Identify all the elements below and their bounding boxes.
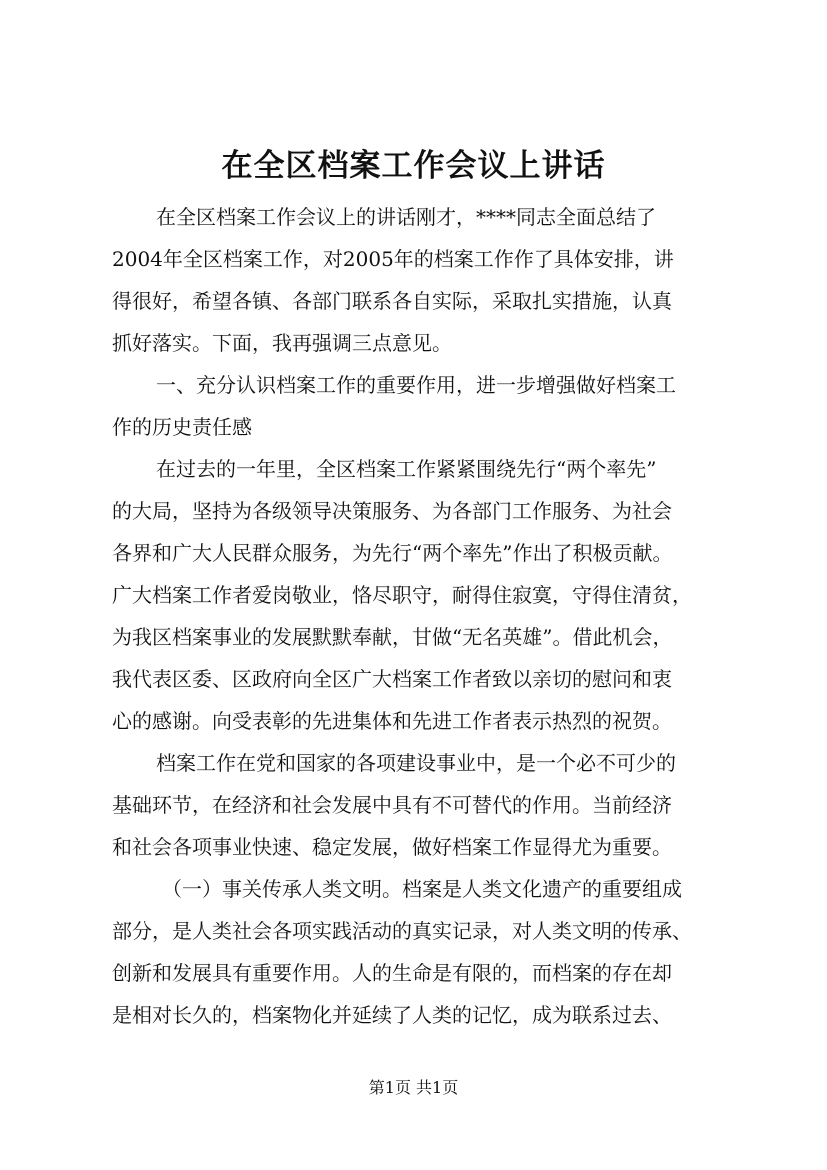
body-line: 心的感谢。向受表彰的先进集体和先进工作者表示热烈的祝贺。 [112,709,672,733]
body-line: 创新和发展具有重要作用。人的生命是有限的，而档案的存在却 [112,961,672,985]
section-heading-line: 作的历史责任感 [112,415,252,439]
body-line: 的大局，坚持为各级领导决策服务、为各部门工作服务、为社会 [112,499,672,523]
body-line: 我代表区委、区政府向全区广大档案工作者致以亲切的慰问和衷 [112,667,672,691]
body-line: 为我区档案事业的发展默默奉献，甘做“无名英雄”。借此机会， [112,625,673,649]
body-line: 和社会各项事业快速、稳定发展，做好档案工作显得尤为重要。 [112,835,672,859]
page-number-footer: 第1页 共1页 [368,1078,459,1097]
body-line: 在过去的一年里，全区档案工作紧紧围绕先行“两个率先” [156,457,657,481]
body-line: 部分，是人类社会各项实践活动的真实记录，对人类文明的传承、 [112,919,692,943]
body-line: 基础环节，在经济和社会发展中具有不可替代的作用。当前经济 [112,793,672,817]
body-line: 各界和广大人民群众服务，为先行“两个率先”作出了积极贡献。 [112,541,673,565]
body-line: 在全区档案工作会议上的讲话刚才，****同志全面总结了 [156,205,656,229]
body-line: 抓好落实。下面，我再强调三点意见。 [112,331,452,355]
body-line: 2004年全区档案工作，对2005年的档案工作作了具体安排，讲 [112,247,674,271]
document-title: 在全区档案工作会议上讲话 [221,148,606,184]
section-heading-line: 一、充分认识档案工作的重要作用，进一步增强做好档案工 [156,373,676,397]
body-line: 得很好，希望各镇、各部门联系各自实际，采取扎实措施，认真 [112,289,672,313]
body-line: 档案工作在党和国家的各项建设事业中，是一个必不可少的 [156,751,676,775]
body-line: 广大档案工作者爱岗敬业，恪尽职守，耐得住寂寞，守得住清贫， [112,583,692,607]
subsection-line: （一）事关传承人类文明。档案是人类文化遗产的重要组成 [162,877,682,901]
body-line: 是相对长久的，档案物化并延续了人类的记忆，成为联系过去、 [112,1003,672,1027]
document-body [112,196,722,1036]
